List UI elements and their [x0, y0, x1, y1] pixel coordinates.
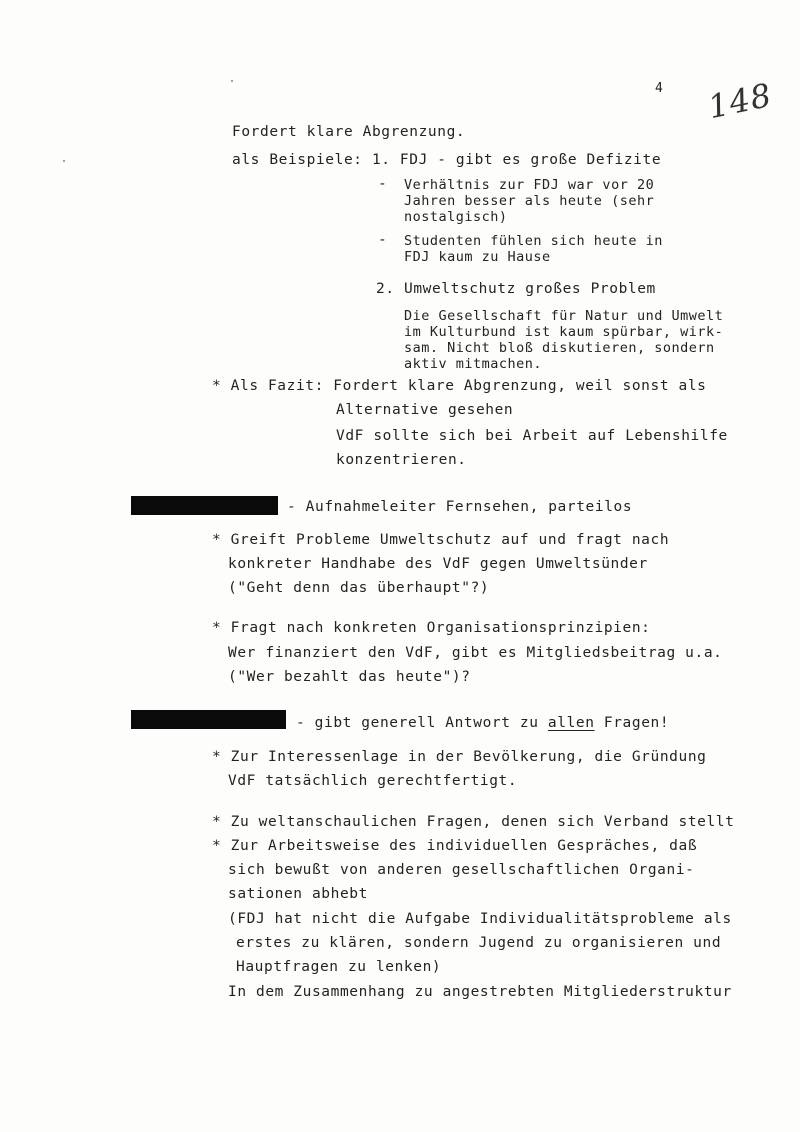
text-line: Fordert klare Abgrenzung. [232, 124, 466, 140]
text-line: Die Gesellschaft für Natur und Umwelt [404, 308, 724, 324]
text-line [296, 715, 669, 732]
text-line: Hauptfragen zu lenken) [236, 959, 442, 975]
text-line: im Kulturbund ist kaum spürbar, wirk- [404, 324, 724, 340]
text-line: nostalgisch) [404, 209, 508, 225]
handwritten-page-number: 148 [704, 75, 776, 127]
text-line: ("Geht denn das überhaupt"?) [228, 580, 490, 596]
text-line: ("Wer bezahlt das heute")? [228, 669, 471, 685]
text-line: * Als Fazit: Fordert klare Abgrenzung, weil sonst als [212, 378, 707, 394]
redaction-bar [131, 496, 278, 515]
text-line: konzentrieren. [336, 452, 467, 468]
text-line: FDJ kaum zu Hause [404, 249, 551, 265]
scan-speck [231, 80, 233, 82]
text-line: sam. Nicht bloß diskutieren, sondern [404, 340, 715, 356]
page-number: 4 [655, 81, 664, 96]
text-line: * Greift Probleme Umweltschutz auf und fragt nach [212, 532, 670, 548]
text-fragment: - gibt generell Antwort zu [296, 715, 548, 731]
text-line: * Zur Interessenlage in der Bevölkerung, die Gründung [212, 749, 707, 765]
text-line: als Beispiele: 1. FDJ - gibt es große Defizite [232, 152, 662, 168]
text-line: VdF tatsächlich gerechtfertigt. [228, 773, 518, 789]
text-line: Jahren besser als heute (sehr [404, 193, 655, 209]
text-line: sich bewußt von anderen gesellschaftlichen Organi- [228, 862, 695, 878]
text-line: (FDJ hat nicht die Aufgabe Individualitätsprobleme als [228, 911, 732, 927]
text-line: Alternative gesehen [336, 402, 514, 418]
text-line: sationen abhebt [228, 886, 368, 902]
text-line: erstes zu klären, sondern Jugend zu organisieren und [236, 935, 722, 951]
text-line: konkreter Handhabe des VdF gegen Umweltsünder [228, 556, 648, 572]
text-line: Wer finanziert den VdF, gibt es Mitgliedsbeitrag u.a. [228, 645, 723, 661]
underlined-word: allen [547, 715, 595, 731]
text-line: Studenten fühlen sich heute in [404, 233, 663, 249]
scan-speck [63, 160, 65, 162]
text-line: 2. Umweltschutz großes Problem [376, 281, 656, 297]
text-line: VdF sollte sich bei Arbeit auf Lebenshilfe [336, 428, 728, 444]
redaction-bar [131, 710, 286, 729]
text-line: * Fragt nach konkreten Organisationsprinzipien: [212, 620, 651, 636]
text-line: * Zu weltanschaulichen Fragen, denen sich Verband stellt [212, 814, 735, 830]
dash-marker: - [378, 176, 397, 192]
text-line: * Zur Arbeitsweise des individuellen Gespräches, daß [212, 838, 698, 854]
text-line: In dem Zusammenhang zu angestrebten Mitgliederstruktur [228, 984, 732, 1000]
text-fragment: Fragen! [594, 715, 670, 731]
text-line: Verhältnis zur FDJ war vor 20 [404, 177, 655, 193]
text-line: aktiv mitmachen. [404, 356, 543, 372]
text-line: - Aufnahmeleiter Fernsehen, parteilos [287, 499, 633, 515]
dash-marker: - [378, 232, 397, 248]
